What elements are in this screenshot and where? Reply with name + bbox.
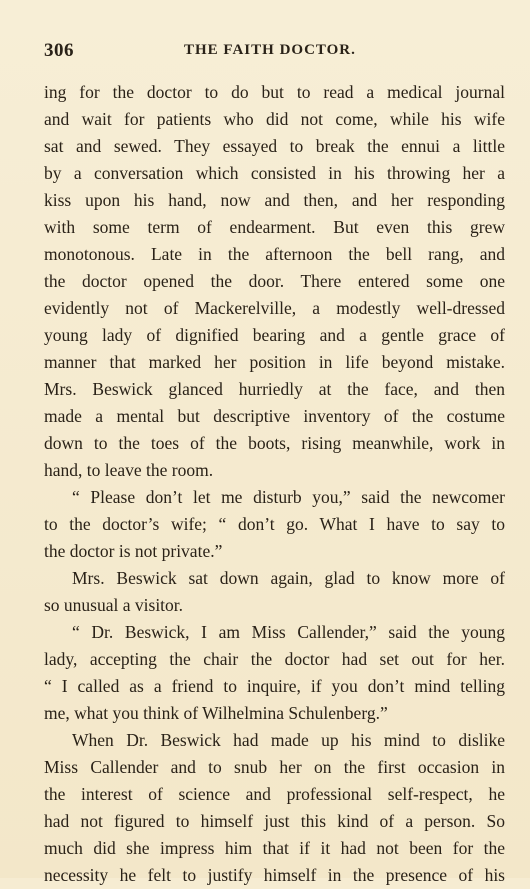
running-title: THE FAITH DOCTOR. [184, 42, 356, 58]
text-line: Miss Callender and to snub her on the first occasion in [44, 757, 505, 777]
text-line: much did she impress him that if it had not been for the [44, 838, 505, 858]
text-line: “ Please don’t let me disturb you,” said the newcomer [72, 487, 505, 507]
text-line: monotonous. Late in the afternoon the bell rang, and [44, 244, 505, 264]
text-line: “ I called as a friend to inquire, if you don’t mind telling [44, 676, 505, 696]
text-line: hand, to leave the room. [44, 460, 214, 480]
text-line: sat and sewed. They essayed to break the ennui a little [44, 136, 505, 156]
text-line: necessity he felt to justify himself in the presence of his [44, 865, 505, 885]
text-line: the interest of science and professional self-respect, he [44, 784, 505, 804]
text-line: had not figured to himself just this kind of a person. So [44, 811, 505, 831]
text-line: the doctor opened the door. There entered some one [44, 271, 505, 291]
text-line: When Dr. Beswick had made up his mind to dislike [72, 730, 505, 750]
text-line: kiss upon his hand, now and then, and her responding [44, 190, 505, 210]
text-line: Mrs. Beswick glanced hurriedly at the face, and then [44, 379, 505, 399]
text-line: “ Dr. Beswick, I am Miss Callender,” said the young [72, 622, 505, 642]
text-line: young lady of dignified bearing and a gentle grace of [44, 325, 505, 345]
text-line: down to the toes of the boots, rising meanwhile, work in [44, 433, 505, 453]
text-line: me, what you think of Wilhelmina Schulenberg.” [44, 703, 388, 723]
text-line: and wait for patients who did not come, while his wife [44, 109, 505, 129]
text-line: so unusual a visitor. [44, 595, 184, 615]
text-line: the doctor is not private.” [44, 541, 223, 561]
text-line: made a mental but descriptive inventory of the costume [44, 406, 505, 426]
text-line: ing for the doctor to do but to read a medical journal [44, 82, 505, 102]
text-line: to the doctor’s wife; “ don’t go. What I have to say to [44, 514, 505, 534]
text-line: Mrs. Beswick sat down again, glad to know more of [72, 568, 505, 588]
text-line: evidently not of Mackerelville, a modestly well-dressed [44, 298, 505, 318]
text-line: with some term of endearment. But even this grew [44, 217, 505, 237]
text-line: by a conversation which consisted in his throwing her a [44, 163, 505, 183]
text-line: manner that marked her position in life beyond mistake. [44, 352, 505, 372]
page-number: 306 [44, 40, 74, 61]
text-line: lady, accepting the chair the doctor had set out for her. [44, 649, 505, 669]
page-header [44, 40, 500, 66]
body-text [44, 79, 505, 889]
